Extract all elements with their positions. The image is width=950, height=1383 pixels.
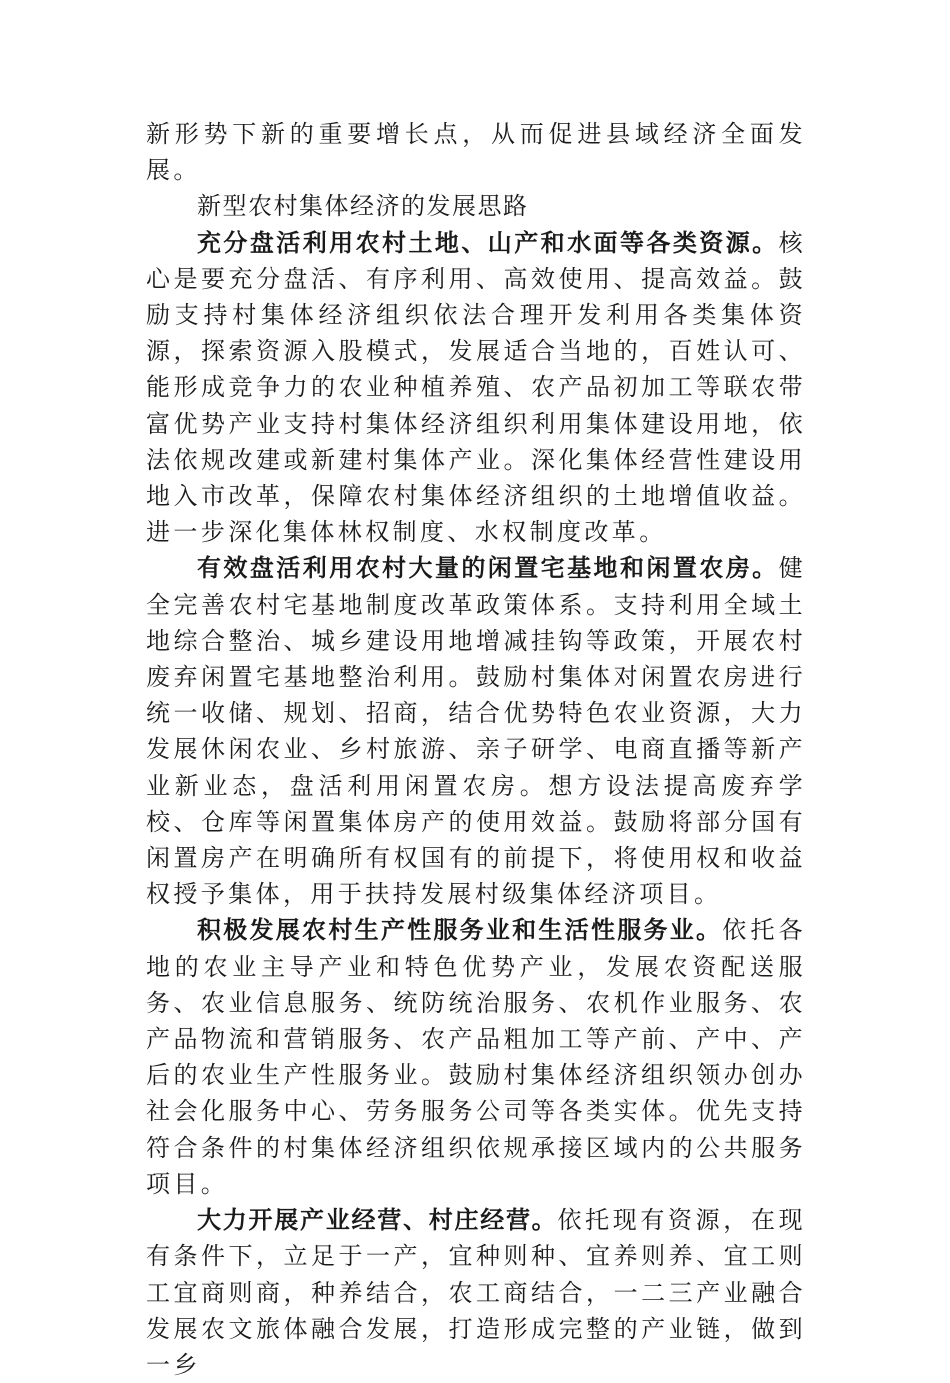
paragraph-service-industry <box>146 912 806 1202</box>
paragraph-body: 核心是要充分盘活、有序利用、高效使用、提高效益。鼓励支持村集体经济组织依法合理开发利用各类集体资源，探索资源入股模式，发展适合当地的，百姓认可、能形成竞争力的农业种植养殖、农产品初加工等联农带富优势产业支持村集体经济组织利用集体建设用地，依法依规改建或新建村集体产业。深化集体经营性建设用地入市改革，保障农村集体经济组织的土地增值收益。进一步深化集体林权制度、水权制度改革。 <box>146 228 806 547</box>
paragraph-industry-operation <box>146 1202 806 1383</box>
section-heading: 新型农村集体经济的发展思路 <box>197 192 529 221</box>
paragraph-body: 健全完善农村宅基地制度改革政策体系。支持利用全域土地综合整治、城乡建设用地增减挂钩等政策，开展农村废弃闲置宅基地整治利用。鼓励村集体对闲置农房进行统一收储、规划、招商，结合优势特色农业资源，大力发展休闲农业、乡村旅游、亲子研学、电商直播等新产业新业态，盘活利用闲置农房。想方设法提高废弃学校、仓库等闲置集体房产的使用效益。鼓励将部分国有闲置房产在明确所有权国有的前提下，将使用权和收益权授予集体，用于扶持发展村级集体经济项目。 <box>146 554 806 909</box>
paragraph-lead: 大力开展产业经营、村庄经营。 <box>197 1206 558 1235</box>
paragraph-lead: 积极发展农村生产性服务业和生活性服务业。 <box>197 916 723 945</box>
paragraph-body: 依托各地的农业主导产业和特色优势产业，发展农资配送服务、农业信息服务、统防统治服务、农机作业服务、农产品物流和营销服务、农产品粗加工等产前、产中、产后的农业生产性服务业。鼓励村集体经济组织领办创办社会化服务中心、劳务服务公司等各类实体。优先支持符合条件的村集体经济组织依规承接区域内的公共服务项目。 <box>146 916 807 1198</box>
document-body <box>146 116 806 1383</box>
paragraph-lead: 有效盘活利用农村大量的闲置宅基地和闲置农房。 <box>197 554 779 583</box>
paragraph-body: 依托现有资源，在现有条件下，立足于一产，宜种则种、宜养则养、宜工则工宜商则商，种养结合，农工商结合，一二三产业融合发展农文旅体融合发展，打造形成完整的产业链，做到一乡 <box>146 1206 806 1379</box>
paragraph-lead: 充分盘活利用农村土地、山产和水面等各类资源。 <box>197 228 779 257</box>
paragraph-land-resources <box>146 225 806 551</box>
paragraph-idle-homesteads <box>146 550 806 912</box>
intro-line: 新形势下新的重要增长点，从而促进县域经济全面发展。 <box>146 120 806 185</box>
